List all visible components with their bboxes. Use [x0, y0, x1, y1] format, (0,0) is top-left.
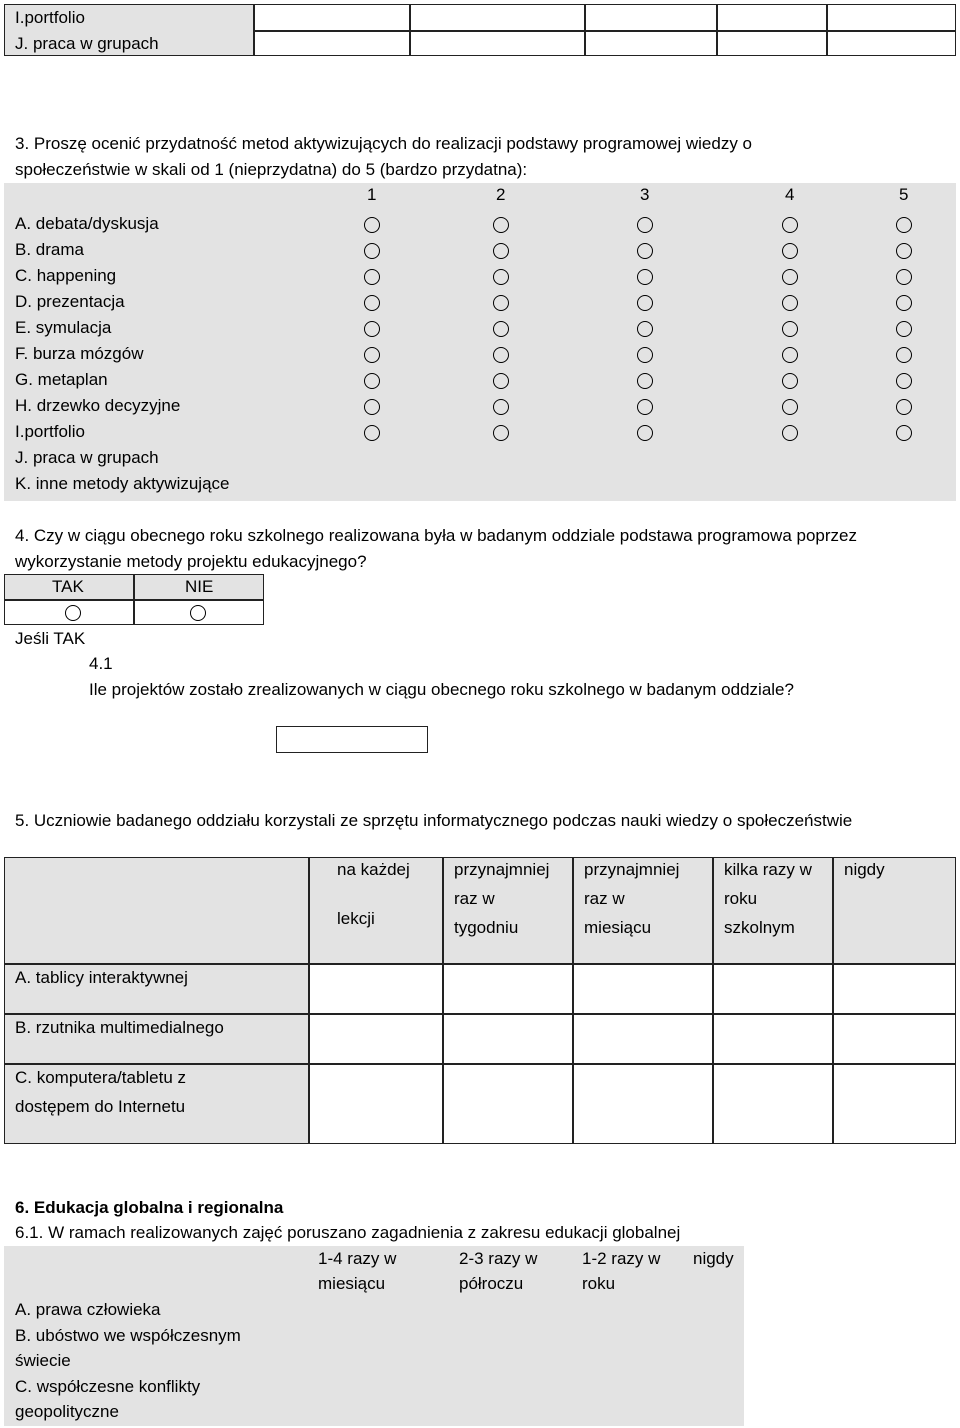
- q3-rating-radio[interactable]: [896, 399, 912, 415]
- q3-method-label: I.portfolio: [15, 422, 85, 441]
- q4-no-radio[interactable]: [190, 605, 206, 621]
- q4-question: 4. Czy w ciągu obecnego roku szkolnego realizowana była w badanym oddziale podstawa programowa poprzez: [15, 526, 857, 545]
- q3-rating-radio[interactable]: [896, 321, 912, 337]
- q6-column-header: 2-3 razy w: [459, 1249, 538, 1268]
- q5-answer-cell[interactable]: [713, 1064, 833, 1144]
- q5-column-header: szkolnym: [724, 918, 795, 937]
- q6-subtitle: 6.1. W ramach realizowanych zajęć poruszano zagadnienia z zakresu edukacji globalnej: [15, 1223, 681, 1242]
- q3-rating-radio[interactable]: [493, 399, 509, 415]
- q4-sub-question: Ile projektów zostało zrealizowanych w ciągu obecnego roku szkolnego w badanym oddziale?: [89, 680, 794, 699]
- q3-rating-radio[interactable]: [364, 217, 380, 233]
- q3-rating-radio[interactable]: [364, 295, 380, 311]
- q6-column-header: 1-2 razy w: [582, 1249, 661, 1268]
- q3-rating-radio[interactable]: [493, 425, 509, 441]
- q6-row-label: C. współczesne konflikty: [15, 1377, 201, 1396]
- q3-rating-radio[interactable]: [896, 269, 912, 285]
- answer-cell[interactable]: [717, 31, 827, 56]
- q5-row-label: dostępem do Internetu: [15, 1097, 186, 1116]
- answer-cell[interactable]: [585, 4, 717, 31]
- q5-answer-cell[interactable]: [309, 964, 443, 1014]
- q5-column-header: roku: [724, 889, 758, 908]
- q5-column-header: kilka razy w: [724, 860, 812, 879]
- q6-row-label: A. prawa człowieka: [15, 1300, 161, 1319]
- project-count-input[interactable]: [276, 726, 428, 753]
- q3-rating-radio[interactable]: [782, 217, 798, 233]
- q5-column-header: przynajmniej: [454, 860, 550, 879]
- q6-row-label: świecie: [15, 1351, 71, 1370]
- top-row-label: I.portfolio: [15, 8, 85, 27]
- q5-answer-cell[interactable]: [309, 1064, 443, 1144]
- q3-rating-radio[interactable]: [637, 243, 653, 259]
- q5-column-header: przynajmniej: [584, 860, 680, 879]
- answer-cell[interactable]: [717, 4, 827, 31]
- q5-row-label: C. komputera/tabletu z: [15, 1068, 187, 1087]
- q3-method-label: G. metaplan: [15, 370, 108, 389]
- q3-method-label: F. burza mózgów: [15, 344, 144, 363]
- q5-row-label: A. tablicy interaktywnej: [15, 968, 188, 987]
- q3-rating-radio[interactable]: [896, 373, 912, 389]
- answer-cell[interactable]: [827, 31, 956, 56]
- q3-rating-radio[interactable]: [896, 347, 912, 363]
- q5-column-header: na każdej: [337, 860, 410, 879]
- q3-rating-radio[interactable]: [493, 243, 509, 259]
- q3-scale-label: 5: [899, 185, 909, 204]
- q5-answer-cell[interactable]: [833, 1064, 956, 1144]
- q5-answer-cell[interactable]: [309, 1014, 443, 1064]
- q5-column-header: lekcji: [337, 909, 375, 928]
- q3-rating-radio[interactable]: [364, 347, 380, 363]
- q3-rating-radio[interactable]: [364, 243, 380, 259]
- q5-column-header: tygodniu: [454, 918, 519, 937]
- q3-rating-radio[interactable]: [896, 295, 912, 311]
- top-row-label: J. praca w grupach: [15, 34, 159, 53]
- q3-rating-radio[interactable]: [364, 321, 380, 337]
- q3-question: społeczeństwie w skali od 1 (nieprzydatna) do 5 (bardzo przydatna):: [15, 160, 528, 179]
- answer-cell[interactable]: [585, 31, 717, 56]
- q4-yes-radio[interactable]: [65, 605, 81, 621]
- q5-column-header: miesiącu: [584, 918, 652, 937]
- q3-rating-radio[interactable]: [364, 399, 380, 415]
- q3-method-label: C. happening: [15, 266, 117, 285]
- q4-sub-number: 4.1: [89, 654, 113, 673]
- q6-column-header: nigdy: [693, 1249, 734, 1268]
- q3-method-label: H. drzewko decyzyjne: [15, 396, 181, 415]
- q5-answer-cell[interactable]: [443, 964, 573, 1014]
- q3-rating-radio[interactable]: [782, 243, 798, 259]
- q3-rating-radio[interactable]: [637, 321, 653, 337]
- q6-row-label: B. ubóstwo we współczesnym: [15, 1326, 241, 1345]
- q3-rating-radio[interactable]: [364, 373, 380, 389]
- q3-rating-radio[interactable]: [637, 425, 653, 441]
- answer-cell[interactable]: [254, 4, 410, 31]
- q6-column-header: 1-4 razy w: [318, 1249, 397, 1268]
- q3-rating-radio[interactable]: [782, 399, 798, 415]
- q3-method-label: A. debata/dyskusja: [15, 214, 159, 233]
- q5-question: 5. Uczniowie badanego oddziału korzystali ze sprzętu informatycznego podczas nauki wiedzy o społeczeństwie: [15, 811, 853, 830]
- q4-if-yes: Jeśli TAK: [15, 629, 86, 648]
- q5-column-header: nigdy: [844, 860, 885, 879]
- q6-column-header: półroczu: [459, 1274, 524, 1293]
- q3-rating-radio[interactable]: [637, 295, 653, 311]
- q3-rating-radio[interactable]: [782, 425, 798, 441]
- q3-scale-label: 2: [496, 185, 506, 204]
- q3-rating-radio[interactable]: [364, 425, 380, 441]
- q3-rating-radio[interactable]: [364, 269, 380, 285]
- answer-cell[interactable]: [827, 4, 956, 31]
- answer-cell[interactable]: [254, 31, 410, 56]
- q3-rating-radio[interactable]: [493, 347, 509, 363]
- q3-scale-label: 3: [640, 185, 650, 204]
- q3-method-label: B. drama: [15, 240, 84, 259]
- q4-no-label: NIE: [185, 577, 214, 596]
- q3-method-label: J. praca w grupach: [15, 448, 159, 467]
- q3-rating-radio[interactable]: [782, 295, 798, 311]
- q3-rating-radio[interactable]: [493, 373, 509, 389]
- q6-title: 6. Edukacja globalna i regionalna: [15, 1198, 284, 1217]
- q5-column-header: raz w: [584, 889, 625, 908]
- q4-yes-label: TAK: [52, 577, 84, 596]
- answer-cell[interactable]: [410, 4, 585, 31]
- q5-answer-cell[interactable]: [573, 1014, 713, 1064]
- q3-rating-radio[interactable]: [637, 269, 653, 285]
- q3-rating-radio[interactable]: [896, 217, 912, 233]
- q5-answer-cell[interactable]: [713, 964, 833, 1014]
- q3-method-label: D. prezentacja: [15, 292, 125, 311]
- q3-question: 3. Proszę ocenić przydatność metod aktywizujących do realizacji podstawy programowej wiedzy o: [15, 134, 753, 153]
- q4-question: wykorzystanie metody projektu edukacyjnego?: [15, 552, 367, 571]
- q5-answer-cell[interactable]: [833, 964, 956, 1014]
- q6-column-header: roku: [582, 1274, 616, 1293]
- q3-rating-radio[interactable]: [493, 321, 509, 337]
- q5-answer-cell[interactable]: [573, 1064, 713, 1144]
- q3-method-label: E. symulacja: [15, 318, 112, 337]
- q3-rating-radio[interactable]: [637, 373, 653, 389]
- q3-scale-label: 1: [367, 185, 377, 204]
- q3-scale-label: 4: [785, 185, 795, 204]
- q5-answer-cell[interactable]: [833, 1014, 956, 1064]
- q5-row-label: B. rzutnika multimedialnego: [15, 1018, 224, 1037]
- q5-column-header: raz w: [454, 889, 495, 908]
- q6-column-header: miesiącu: [318, 1274, 386, 1293]
- q3-rating-radio[interactable]: [637, 217, 653, 233]
- q3-rating-radio[interactable]: [637, 399, 653, 415]
- q3-rating-radio[interactable]: [493, 269, 509, 285]
- q3-rating-radio[interactable]: [493, 217, 509, 233]
- q3-rating-radio[interactable]: [896, 243, 912, 259]
- q3-rating-radio[interactable]: [782, 347, 798, 363]
- q5-answer-cell[interactable]: [713, 1014, 833, 1064]
- q5-answer-cell[interactable]: [443, 1014, 573, 1064]
- q6-row-label: geopolityczne: [15, 1402, 119, 1421]
- q3-rating-radio[interactable]: [896, 425, 912, 441]
- q3-rating-radio[interactable]: [782, 321, 798, 337]
- q3-rating-radio[interactable]: [782, 373, 798, 389]
- q5-answer-cell[interactable]: [443, 1064, 573, 1144]
- q3-rating-radio[interactable]: [493, 295, 509, 311]
- q5-header-cell: [4, 857, 309, 964]
- q3-rating-radio[interactable]: [637, 347, 653, 363]
- q3-rating-radio[interactable]: [782, 269, 798, 285]
- q3-method-label: K. inne metody aktywizujące: [15, 474, 230, 493]
- q5-answer-cell[interactable]: [573, 964, 713, 1014]
- answer-cell[interactable]: [410, 31, 585, 56]
